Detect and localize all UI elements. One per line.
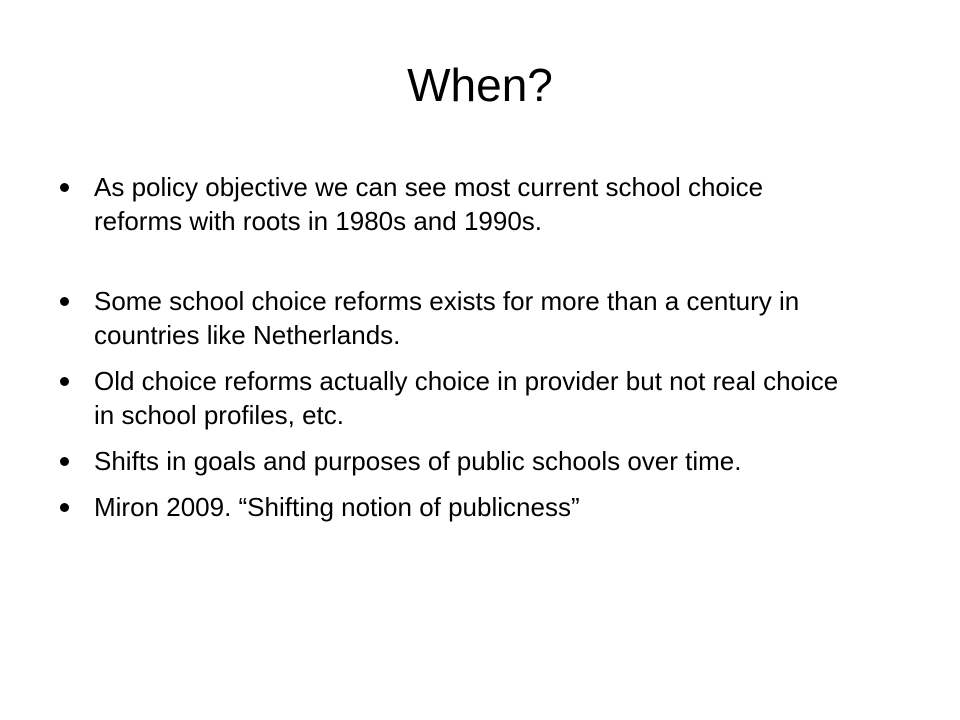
bullet-text: Miron 2009. “Shifting notion of publicness” <box>94 492 580 522</box>
bullet-item <box>58 444 858 478</box>
bullet-item <box>58 170 858 238</box>
bullet-text: Old choice reforms actually choice in provider but not real choice in school profiles, etc. <box>94 366 839 430</box>
bullet-text: Shifts in goals and purposes of public schools over time. <box>94 446 742 476</box>
bullet-dot-icon <box>60 377 69 386</box>
slide-title: When? <box>407 59 553 111</box>
bullet-dot-icon <box>60 503 69 512</box>
bullet-list <box>58 170 858 536</box>
bullet-dot-icon <box>60 183 69 192</box>
bullet-dot-icon <box>60 297 69 306</box>
bullet-item <box>58 284 858 352</box>
bullet-item <box>58 490 858 524</box>
bullet-text: Some school choice reforms exists for more than a century in countries like Netherlands. <box>94 286 800 350</box>
bullet-dot-icon <box>60 457 69 466</box>
bullet-item <box>58 364 858 432</box>
bullet-text: As policy objective we can see most current school choice reforms with roots in 1980s and 1990s. <box>94 172 764 236</box>
